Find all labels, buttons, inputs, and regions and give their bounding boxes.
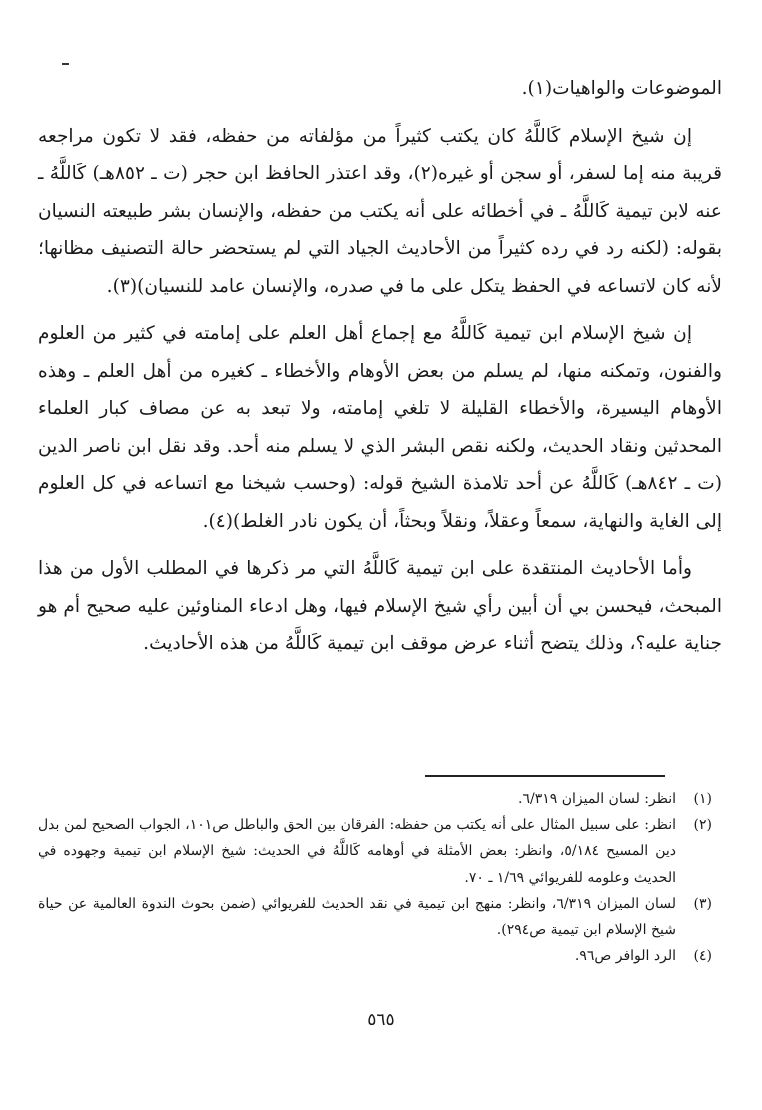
footnote: [38, 786, 712, 812]
paragraph: إن شيخ الإسلام ابن تيمية كَاللَّهُ مع إجماع أهل العلم على إمامته في كثير من العلوم والفنون، وتمكنه منها، لم يسلم من بعض الأوهام والأخطاء ـ كغيره من أهل العلم ـ وهذه الأوهام اليسيرة، والأخطاء القليلة لا تلغي إمامته، ولا تبعد به عن مصاف كبار العلماء المحدثين ونقاد الحديث، ولكنه نقص البشر الذي لا يسلم منه أحد. وقد نقل ابن ناصر الدين (ت ـ ٨٤٢هـ) كَاللَّهُ عن أحد تلامذة الشيخ قوله: (وحسب شيخنا مع اتساعه في كل العلوم إلى الغاية والنهاية، سمعاً وعقلاً، ونقلاً وبحثاً، أن يكون نادر الغلط)(٤).: [38, 323, 723, 532]
footnote: [38, 812, 712, 891]
footnote: [38, 943, 712, 969]
footnote-number: (٣): [693, 895, 712, 912]
paragraph: وأما الأحاديث المنتقدة على ابن تيمية كَاللَّهُ التي مر ذكرها في المطلب الأول من هذا المبحث، فيحسن بي أن أبين رأي شيخ الإسلام فيها، وهل ادعاء المناوئين عليه صحيح أم هو جناية عليه؟، وذلك يتضح أثناء عرض موقف ابن تيمية كَاللَّهُ من هذه الأحاديث.: [38, 558, 722, 654]
footnote-divider: [425, 775, 665, 777]
footnote-number: (٢): [693, 817, 712, 834]
footnote-text: لسان الميزان ٦/٣١٩، وانظر: منهج ابن تيمية في نقد الحديث للفريوائي (ضمن بحوث الندوة العالمية عن حياة شيخ الإسلام ابن تيمية ص٢٩٤).: [38, 895, 676, 939]
footnote: [38, 891, 712, 943]
footnote-number: (٤): [693, 948, 712, 965]
footnote-text: انظر: لسان الميزان ٦/٣١٩.: [518, 791, 676, 807]
footnotes: [38, 786, 712, 969]
paragraph: الموضوعات والواهيات(١).: [521, 78, 722, 99]
page-number: ٥٦٥: [367, 1010, 395, 1030]
paragraph: إن شيخ الإسلام كَاللَّهُ كان يكتب كثيراً من مؤلفاته من حفظه، فقد لا تكون مراجعه قريبة منه إما لسفر، أو سجن أو غيره(٢)، وقد اعتذر الحافظ ابن حجر (ت ـ ٨٥٢هـ) كَاللَّهُ ـ عنه لابن تيمية كَاللَّهُ ـ في أخطائه على أنه يكتب من حفظه، والإنسان بشر طبيعته النسيان بقوله: (لكنه رد في رده كثيراً من الأحاديث الجياد التي لم يستحضر حالة التصنيف مظانها؛ لأنه كان لاتساعه في الحفظ يتكل على ما في صدره، والإنسان عامد للنسيان)(٣).: [38, 125, 722, 297]
scan-mark: [62, 63, 69, 65]
footnote-number: (١): [693, 791, 712, 807]
footnote-text: الرد الوافر ص٩٦.: [574, 948, 676, 965]
footnote-text: انظر: على سبيل المثال على أنه يكتب من حفظه: الفرقان بين الحق والباطل ص١٠١، الجواب الصحيح لمن بدل دين المسيح ٥/١٨٤، وانظر: بعض الأمثلة في أوهامه كَاللَّهُ في الحديث: شيخ الإسلام ابن تيمية وجهوده في الحديث وعلومه للفريوائي ١/٦٩ ـ ٧٠.: [38, 817, 676, 886]
main-text: [38, 70, 722, 673]
